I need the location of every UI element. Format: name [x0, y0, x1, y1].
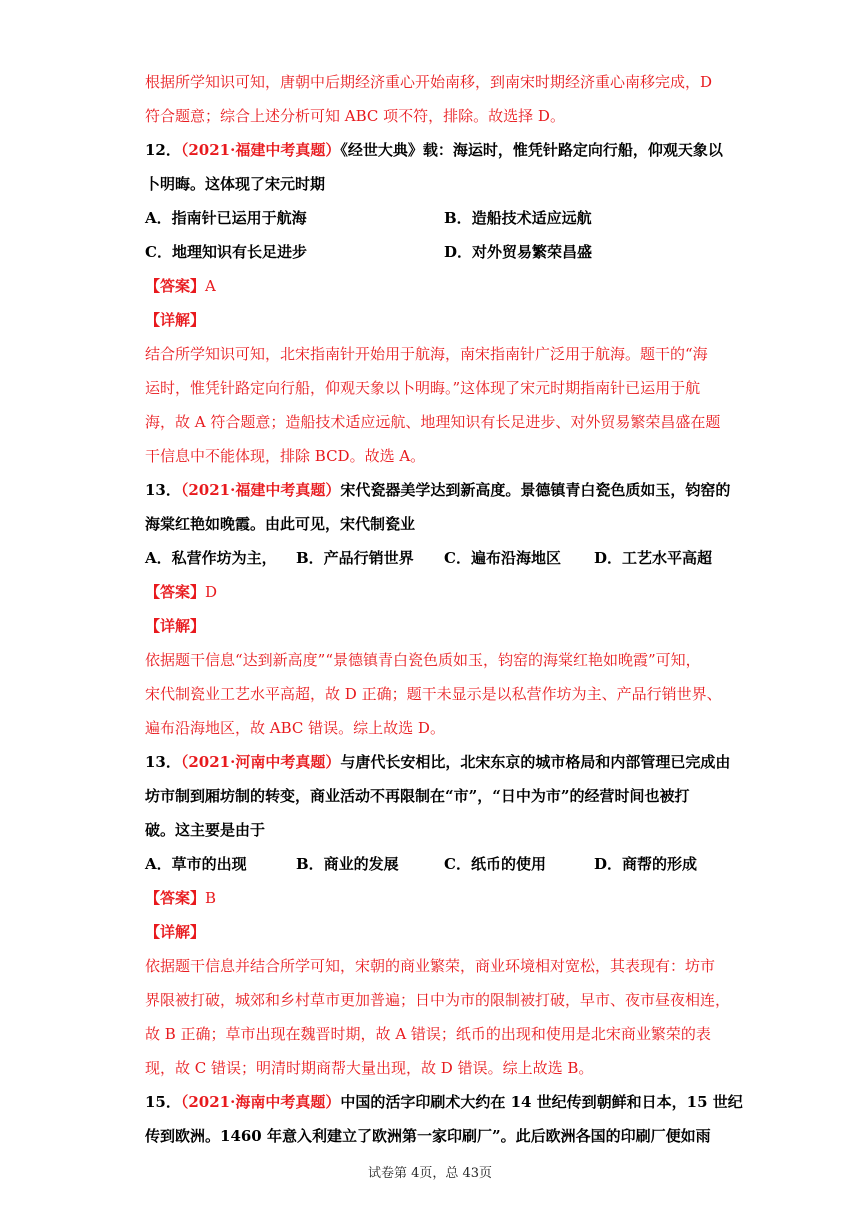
option-a: A．私营作坊为主， [145, 549, 277, 567]
source-tag: （2021·河南中考真题） [180, 753, 341, 771]
question-text: 海棠红艳如晚霞。由此可见，宋代制瓷业 [145, 515, 416, 533]
question-text: 破。这主要是由于 [145, 821, 266, 839]
question-13b-stem [145, 752, 730, 772]
question-number: 12． [145, 141, 181, 159]
question-number: 13． [145, 753, 181, 771]
explanation-line: 遍布沿海地区，故 ABC 错误。综上故选 D。 [145, 719, 445, 737]
explanation-line: 依据题干信息并结合所学可知，宋朝的商业繁荣，商业环境相对宽松，其表现有：坊市 [145, 957, 716, 975]
question-text: 坊市制到厢坊制的转变，商业活动不再限制在“市”，“日中为市”的经营时间也被打 [145, 787, 690, 805]
question-13-stem [145, 480, 730, 500]
detail-label: 【详解】 [145, 617, 206, 635]
text-line: 根据所学知识可知，唐朝中后期经济重心开始南移，到南宋时期经济重心南移完成，D [145, 73, 713, 91]
question-text: 卜明晦。这体现了宋元时期 [145, 175, 326, 193]
question-text: 传到欧洲。1460 年意入利建立了欧洲第一家印刷厂”。此后欧洲各国的印刷厂便如雨 [145, 1127, 711, 1145]
text-line: 符合题意；综合上述分析可知 ABC 项不符，排除。故选择 D。 [145, 107, 565, 125]
detail-label: 【详解】 [145, 311, 206, 329]
explanation-line: 现，故 C 错误；明清时期商帮大量出现，故 D 错误。综上故选 B。 [145, 1059, 594, 1077]
answer-value: D [205, 583, 218, 601]
page-footer: 试卷第 4页，总 43页 [367, 1166, 493, 1181]
answer-value: B [205, 889, 217, 907]
explanation-line: 界限被打破，城郊和乡村草市更加普遍；日中为市的限制被打破，早市、夜市昼夜相连， [145, 991, 731, 1009]
option-c: C．纸币的使用 [444, 855, 546, 873]
option-a: A．指南针已运用于航海 [145, 209, 307, 227]
answer-label: 【答案】 [145, 583, 206, 601]
answer-line [145, 582, 217, 602]
answer-label: 【答案】 [145, 277, 206, 295]
question-text: 宋代瓷器美学达到新高度。景德镇青白瓷色质如玉，钧窑的 [340, 481, 731, 499]
question-number: 15． [145, 1093, 181, 1111]
explanation-line: 运时，惟凭针路定向行船，仰观天象以卜明晦。”这体现了宋元时期指南针已运用于航 [145, 379, 701, 397]
question-number: 13． [145, 481, 181, 499]
option-d: D．商帮的形成 [594, 855, 698, 873]
answer-line [145, 276, 216, 296]
answer-value: A [205, 277, 216, 295]
question-text: 中国的活字印刷术大约在 14 世纪传到朝鲜和日本，15 世纪 [340, 1093, 743, 1111]
option-c: C．地理知识有长足进步 [145, 243, 307, 261]
option-b: B．造船技术适应远航 [444, 209, 592, 227]
option-d: D．工艺水平高超 [594, 549, 713, 567]
question-text: 《经世大典》载：海运时，惟凭针路定向行船，仰观天象以 [340, 141, 723, 159]
source-tag: （2021·福建中考真题） [180, 481, 341, 499]
answer-line [145, 888, 216, 908]
question-15-stem [145, 1092, 743, 1112]
option-b: B．产品行销世界 [296, 549, 414, 567]
option-b: B．商业的发展 [296, 855, 399, 873]
detail-label: 【详解】 [145, 923, 206, 941]
explanation-line: 宋代制瓷业工艺水平高超，故 D 正确；题干未显示是以私营作坊为主、产品行销世界、 [145, 685, 722, 703]
explanation-line: 故 B 正确；草市出现在魏晋时期，故 A 错误；纸币的出现和使用是北宋商业繁荣的表 [145, 1025, 711, 1043]
option-c: C．遍布沿海地区 [444, 549, 561, 567]
option-d: D．对外贸易繁荣昌盛 [444, 243, 593, 261]
source-tag: （2021·福建中考真题） [180, 141, 341, 159]
option-a: A．草市的出现 [145, 855, 247, 873]
explanation-line: 海，故 A 符合题意；造船技术适应远航、地理知识有长足进步、对外贸易繁荣昌盛在题 [145, 413, 721, 431]
question-12-stem [145, 140, 723, 160]
explanation-line: 依据题干信息“达到新高度”“景德镇青白瓷色质如玉，钧窑的海棠红艳如晚霞”可知， [145, 651, 701, 669]
explanation-line: 干信息中不能体现，排除 BCD。故选 A。 [145, 447, 426, 465]
answer-label: 【答案】 [145, 889, 206, 907]
question-text: 与唐代长安相比，北宋东京的城市格局和内部管理已完成由 [340, 753, 731, 771]
explanation-line: 结合所学知识可知，北宋指南针开始用于航海，南宋指南针广泛用于航海。题干的“海 [145, 345, 708, 363]
source-tag: （2021·海南中考真题） [180, 1093, 341, 1111]
